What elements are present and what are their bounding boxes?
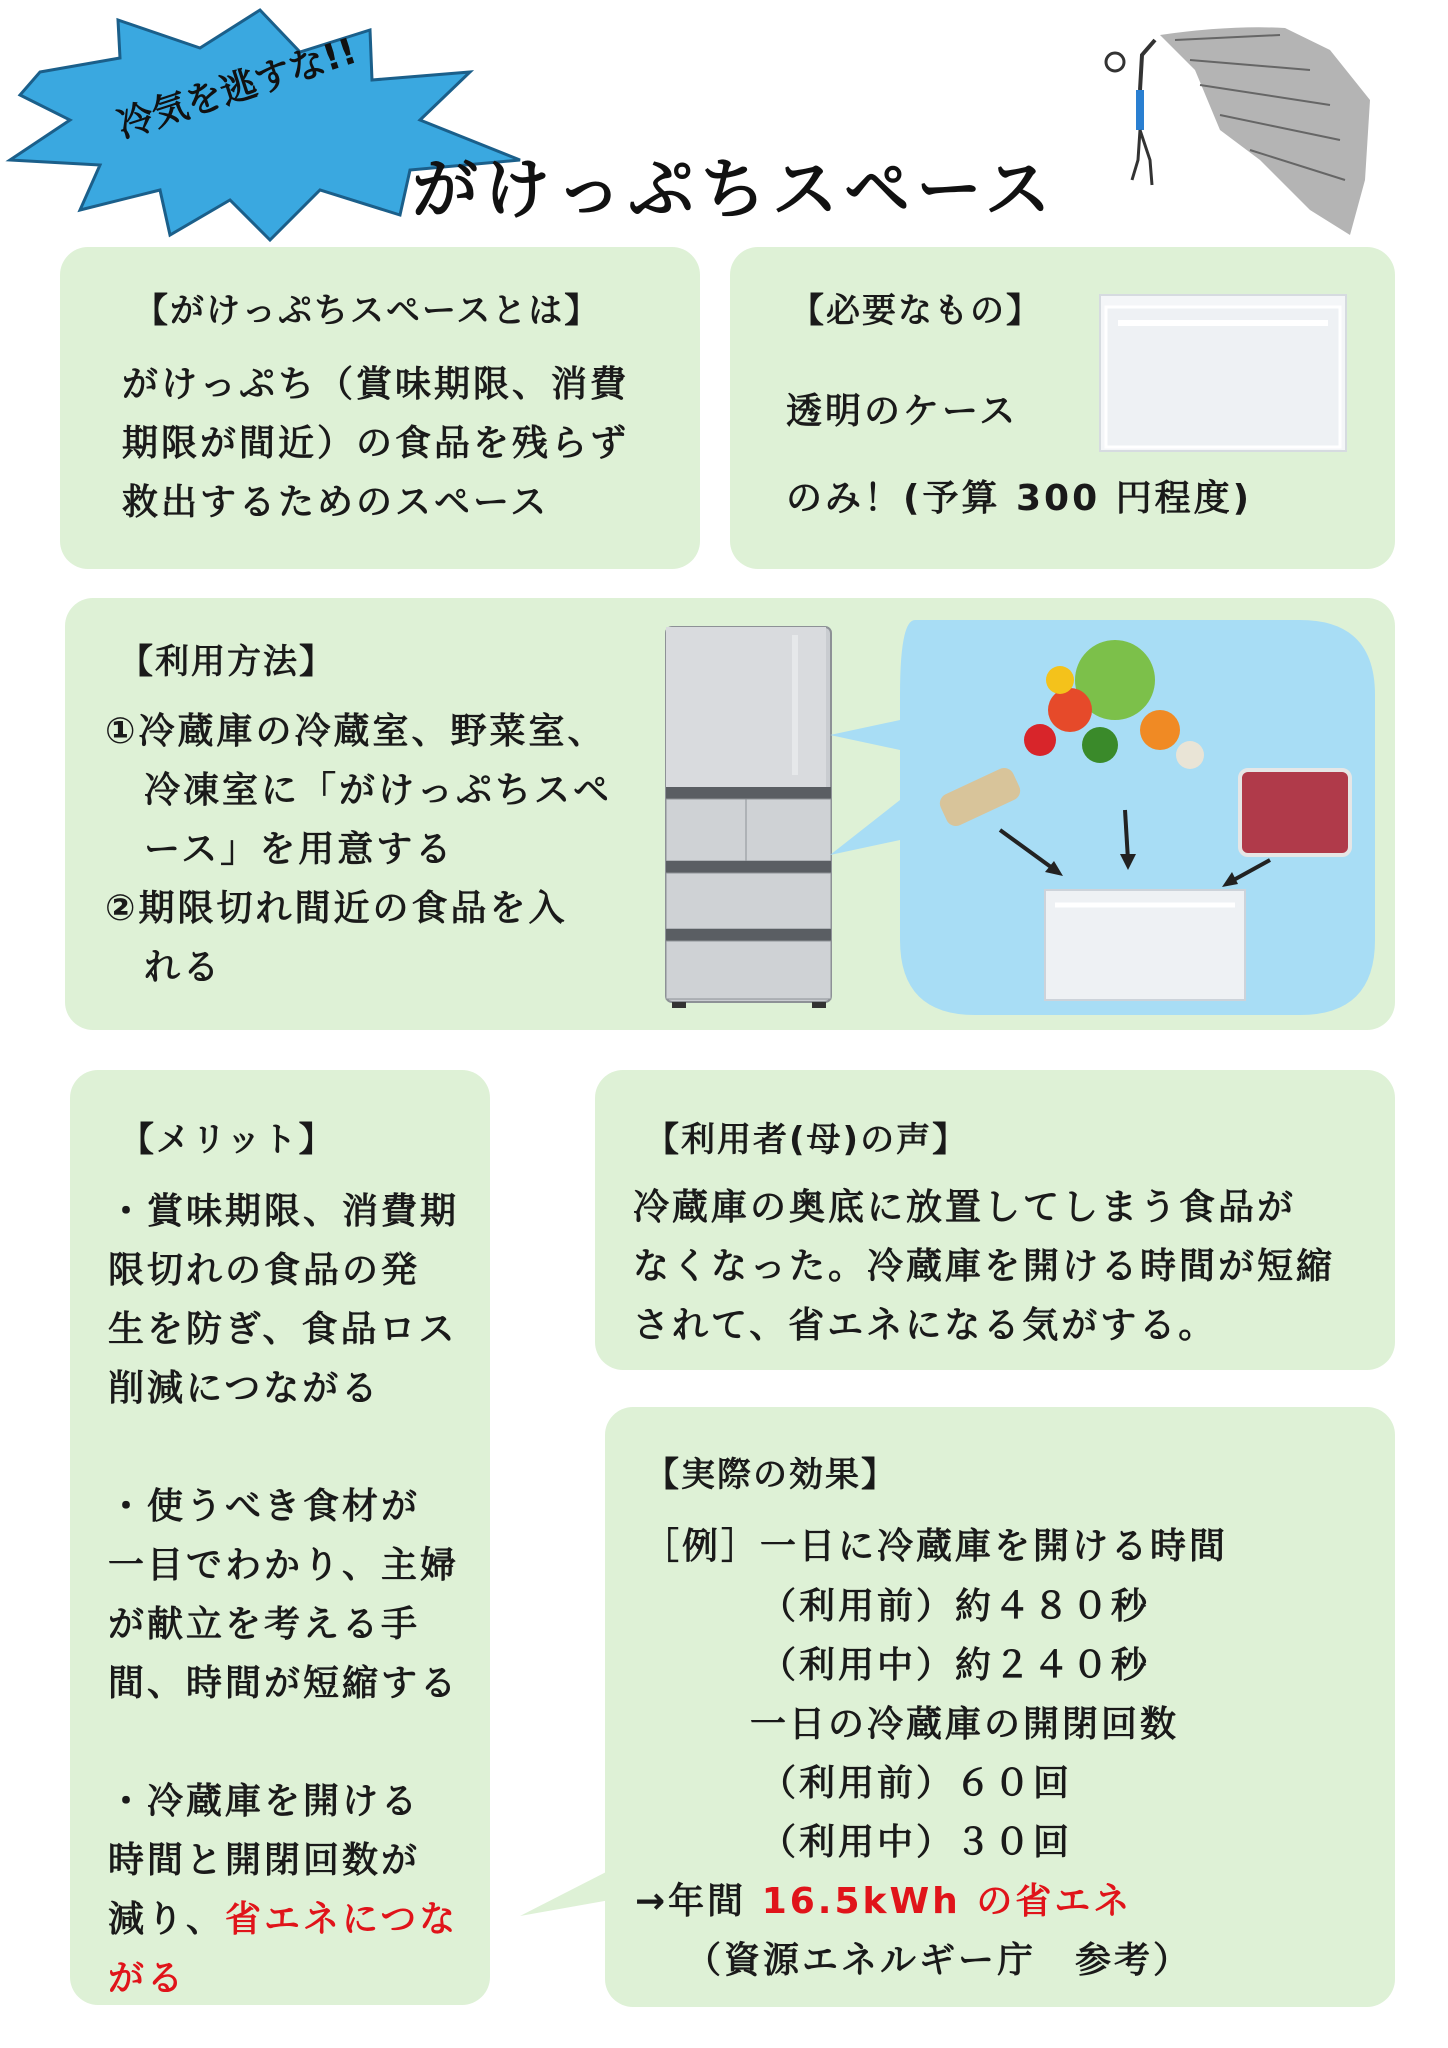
body-line: なくなった。冷蔵庫を開ける時間が短縮 xyxy=(633,1246,1336,1287)
needed-line-2: のみ！(予算 300 円程度) xyxy=(786,478,1253,519)
body-line xyxy=(108,1713,459,1772)
section-title: 【必要なもの】 xyxy=(790,291,1042,331)
section-title: 【利用者(母)の声】 xyxy=(645,1120,969,1160)
section-title: 【メリット】 xyxy=(120,1120,335,1160)
body-line: ・賞味期限、消費期 xyxy=(108,1191,460,1232)
card-user-voice xyxy=(595,1070,1395,1370)
section-body xyxy=(633,1178,1335,1355)
section-title: 【利用方法】 xyxy=(119,642,335,682)
effect-source: （資源エネルギー庁 参考） xyxy=(685,1940,1193,1981)
body-line xyxy=(108,1418,459,1477)
body-line: ②期限切れ間近の食品を入 xyxy=(105,888,568,929)
effect-result-prefix: →年間 xyxy=(635,1881,762,1922)
section-body xyxy=(122,355,629,532)
body-line: ・使うべき食材が xyxy=(108,1486,421,1527)
body-line: が献立を考える手 xyxy=(108,1604,421,1645)
card-merit xyxy=(70,1070,490,2005)
effect-count-before: （利用前）６０回 xyxy=(760,1763,1073,1804)
speech-bubble-illustration xyxy=(830,620,1385,1020)
clear-case-image xyxy=(1098,293,1348,453)
effect-time-before: （利用前）約４８０秒 xyxy=(760,1586,1151,1627)
effect-example: ［例］一日に冷蔵庫を開ける時間 xyxy=(643,1526,1229,1567)
effect-result xyxy=(635,1872,1132,1931)
card-effect xyxy=(605,1407,1395,2007)
page-title: がけっぷちスペース xyxy=(412,151,1057,228)
section-body xyxy=(105,702,612,997)
body-line: ①冷蔵庫の冷蔵室、野菜室、 xyxy=(105,711,607,752)
body-line: 期限が間近）の食品を残らず xyxy=(122,423,630,464)
body-line: 間、時間が短縮する xyxy=(108,1663,460,1704)
merit-energy-highlight: 省エネにつな xyxy=(225,1899,459,1940)
merit-last-prefix: 減り、 xyxy=(108,1899,226,1940)
section-body xyxy=(108,1182,459,2008)
body-line: 冷蔵庫の奥底に放置してしまう食品が xyxy=(633,1187,1297,1228)
body-line: 冷凍室に「がけっぷちスペ xyxy=(105,770,613,811)
body-line: 生を防ぎ、食品ロス xyxy=(108,1309,458,1350)
merit-energy-highlight-end: がる xyxy=(108,1958,187,1999)
body-line: 限切れの食品の発 xyxy=(108,1250,421,1291)
body-line: ・冷蔵庫を開ける xyxy=(108,1781,421,1822)
effect-count-during: （利用中）３０回 xyxy=(760,1822,1073,1863)
body-line: がけっぷち（賞味期限、消費 xyxy=(122,364,630,405)
body-line xyxy=(108,1890,459,1949)
body-line: されて、省エネになる気がする。 xyxy=(633,1305,1218,1346)
body-line: 救出するためのスペース xyxy=(122,482,550,523)
card-what-is xyxy=(60,247,700,569)
needed-line-1: 透明のケース xyxy=(786,391,1019,432)
body-line: 削減につながる xyxy=(108,1368,381,1409)
body-line: 一目でわかり、主婦 xyxy=(108,1545,460,1586)
effect-pointer xyxy=(520,1870,610,1930)
effect-result-highlight: 16.5kWh の省エネ xyxy=(761,1881,1133,1922)
section-title: 【がけっぷちスペースとは】 xyxy=(134,291,601,331)
body-line: ース」を用意する xyxy=(105,829,455,870)
effect-time-during: （利用中）約２４０秒 xyxy=(760,1645,1151,1686)
refrigerator-image xyxy=(662,625,837,1010)
section-title: 【実際の効果】 xyxy=(645,1455,897,1495)
burst-label: 冷気を逃すな!! xyxy=(112,30,362,147)
cliff-hanger-illustration xyxy=(1080,10,1380,240)
body-line: れる xyxy=(105,947,223,988)
body-line: 時間と開閉回数が xyxy=(108,1840,421,1881)
card-needed xyxy=(730,247,1395,569)
effect-count-label: 一日の冷蔵庫の開閉回数 xyxy=(750,1704,1180,1745)
